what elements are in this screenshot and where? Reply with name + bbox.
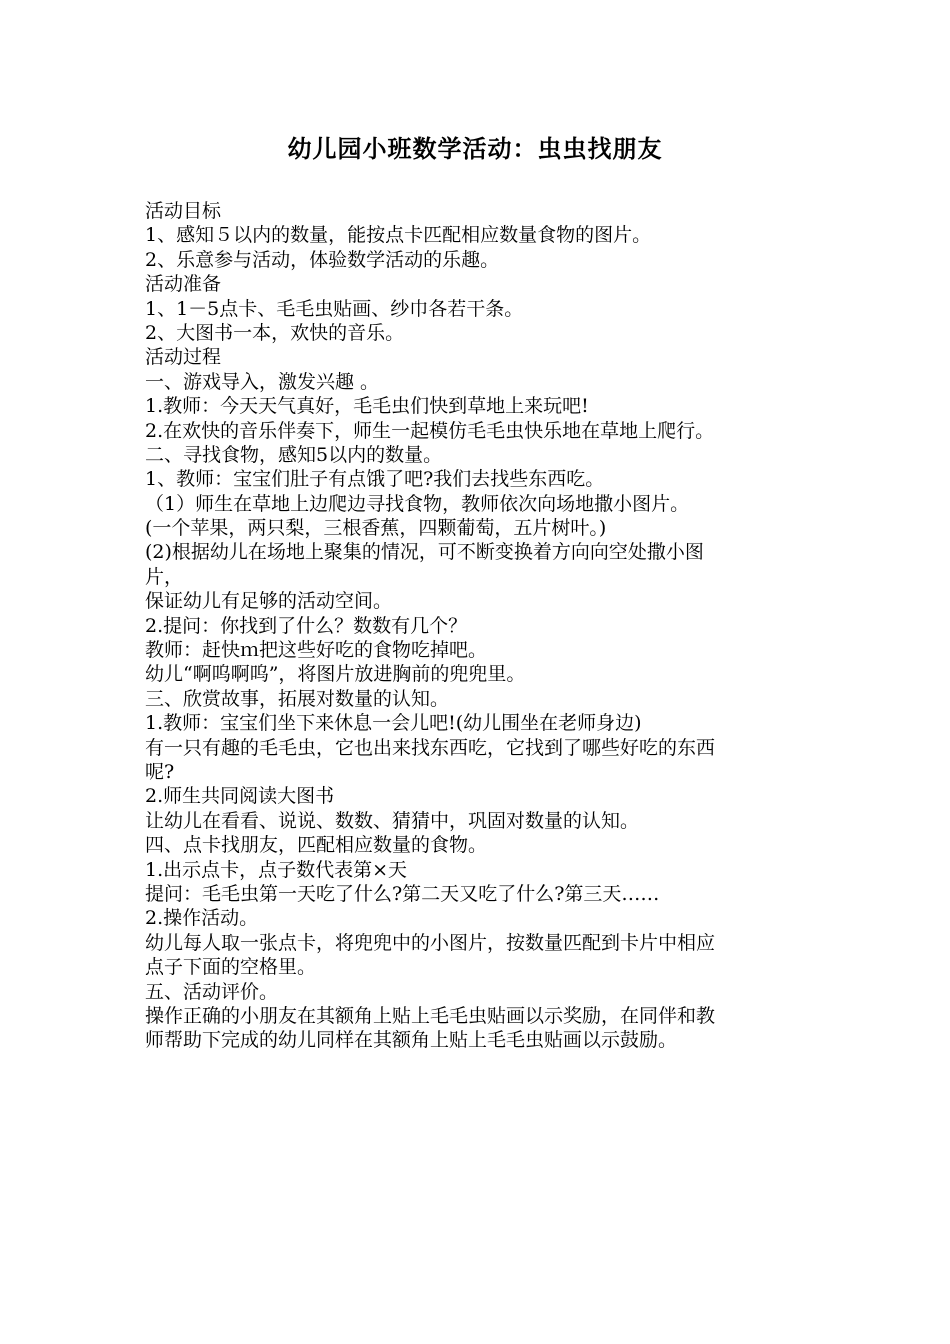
document-line: 2、大图书一本，欢快的音乐。 [145,321,405,344]
document-line: 2.师生共同阅读大图书 [145,785,335,808]
document-line: 一、游戏导入，激发兴趣 。 [145,370,380,393]
document-line: 二、寻找食物，感知5以内的数量。 [145,443,443,466]
document-line: （1）师生在草地上边爬边寻找食物，教师依次向场地撒小图片。 [145,492,690,515]
document-line: 教师：赶快ｍ把这些好吃的食物吃掉吧。 [145,639,488,662]
document-line: 四、点卡找朋友，匹配相应数量的食物。 [145,834,488,857]
document-line: 活动过程 [145,346,222,369]
document-body [145,199,815,1053]
document-line: 2.在欢快的音乐伴奏下，师生一起模仿毛毛虫快乐地在草地上爬行。 [145,419,715,442]
document-line: 2、乐意参与活动，体验数学活动的乐趣。 [145,248,500,271]
document-line: 2.操作活动。 [145,907,259,930]
document-line: 1.教师：今天天气真好，毛毛虫们快到草地上来玩吧! [145,395,589,418]
document-line: 操作正确的小朋友在其额角上贴上毛毛虫贴画以示奖励，在同伴和教 [145,1004,716,1027]
document-line: 让幼儿在看看、说说、数数、猜猜中，巩固对数量的认知。 [145,809,640,832]
document-line: (2)根据幼儿在场地上聚集的情况，可不断变换着方向向空处撒小图 [145,541,704,564]
document-line: 1、教师：宝宝们肚子有点饿了吧?我们去找些东西吃。 [145,468,605,491]
document-line: 1、1－5点卡、毛毛虫贴画、纱巾各若干条。 [145,297,524,320]
document-line: (一个苹果，两只梨，三根香蕉，四颗葡萄，五片树叶。) [145,517,607,540]
document-line: 1.教师：宝宝们坐下来休息一会儿吧!(幼儿围坐在老师身边) [145,712,642,735]
document-line: 呢? [145,760,175,783]
document-title: 幼儿园小班数学活动：虫虫找朋友 [287,134,663,163]
document-line: 保证幼儿有足够的活动空间。 [145,590,393,613]
document-line: 点子下面的空格里。 [145,956,317,979]
document-line: 有一只有趣的毛毛虫，它也出来找东西吃，它找到了哪些好吃的东西 [145,736,716,759]
document-line: 活动目标 [145,200,222,222]
document-line: 幼儿“啊呜啊呜”，将图片放进胸前的兜兜里。 [145,663,526,686]
document-line: 片， [145,565,184,588]
document-line: 三、欣赏故事，拓展对数量的认知。 [145,687,450,710]
document-line: 1.出示点卡，点子数代表第×天 [145,858,408,881]
document-line: 2.提问：你找到了什么？数数有几个？ [145,614,468,637]
document-line: 师帮助下完成的幼儿同样在其额角上贴上毛毛虫贴画以示鼓励。 [145,1029,678,1052]
document-line: 活动准备 [145,273,222,296]
document-line: 提问：毛毛虫第一天吃了什么?第二天又吃了什么?第三天…… [145,882,660,905]
document-line: 1、感知５以内的数量，能按点卡匹配相应数量食物的图片。 [145,224,652,247]
document-line: 幼儿每人取一张点卡，将兜兜中的小图片，按数量匹配到卡片中相应 [145,931,716,954]
document-line: 五、活动评价。 [145,980,279,1003]
